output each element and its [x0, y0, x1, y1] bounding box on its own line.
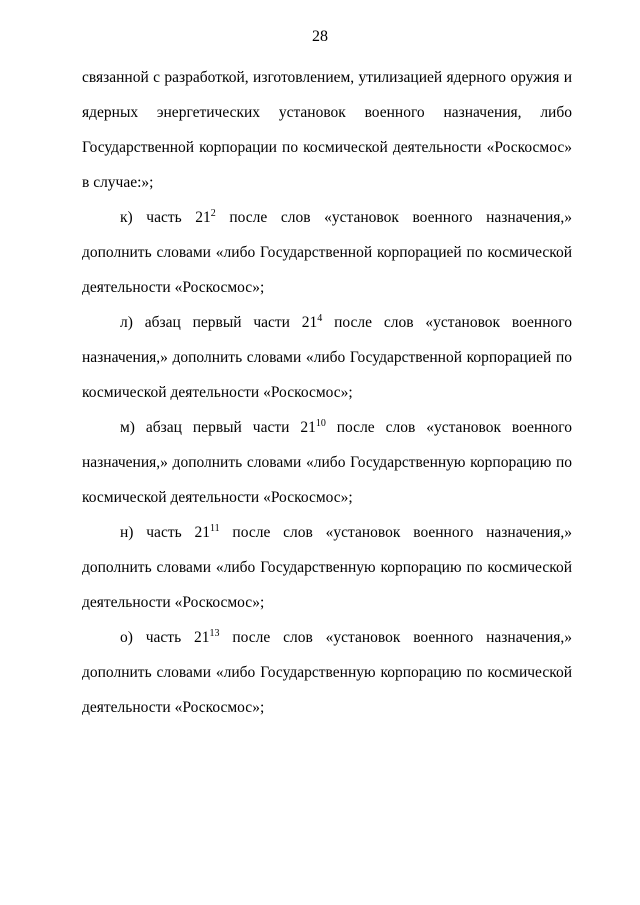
superscript: 11: [209, 522, 220, 534]
paragraph: л) абзац первый части $21^4$ после слов «установок военного назначения,» дополнить словами «либо Государственной корпорацией по космической деятельности «Роскосмос»;: [82, 312, 572, 401]
document-body: [82, 60, 572, 725]
paragraph: о) часть $21^{13}$ после слов «установок военного назначения,» дополнить словами «либо Государственную корпорацию по космической деятельности «Роскосмос»;: [82, 627, 572, 716]
paragraph: м) абзац первый части $21^{10}$ после слов «установок военного назначения,» дополнить словами «либо Государственную корпорацию по космической деятельности «Роскосмос»;: [82, 417, 573, 506]
paragraph: к) часть $21^2$ после слов «установок военного назначения,» дополнить словами «либо Государственной корпорацией по космической деятельности «Роскосмос»;: [82, 207, 572, 296]
superscript: 10: [315, 417, 326, 429]
superscript: 2: [210, 207, 216, 219]
superscript: 13: [209, 627, 220, 639]
page-number: 28: [312, 28, 328, 45]
paragraph: связанной с разработкой, изготовлением, утилизацией ядерного оружия и ядерных энергетических установок военного назначения, либо Государственной корпорации по космической деятельности «Роскосмос» в случае:»;: [82, 69, 572, 191]
paragraph: н) часть $21^{11}$ после слов «установок военного назначения,» дополнить словами «либо Государственную корпорацию по космической деятельности «Роскосмос»;: [82, 522, 572, 611]
superscript: 4: [317, 312, 323, 324]
